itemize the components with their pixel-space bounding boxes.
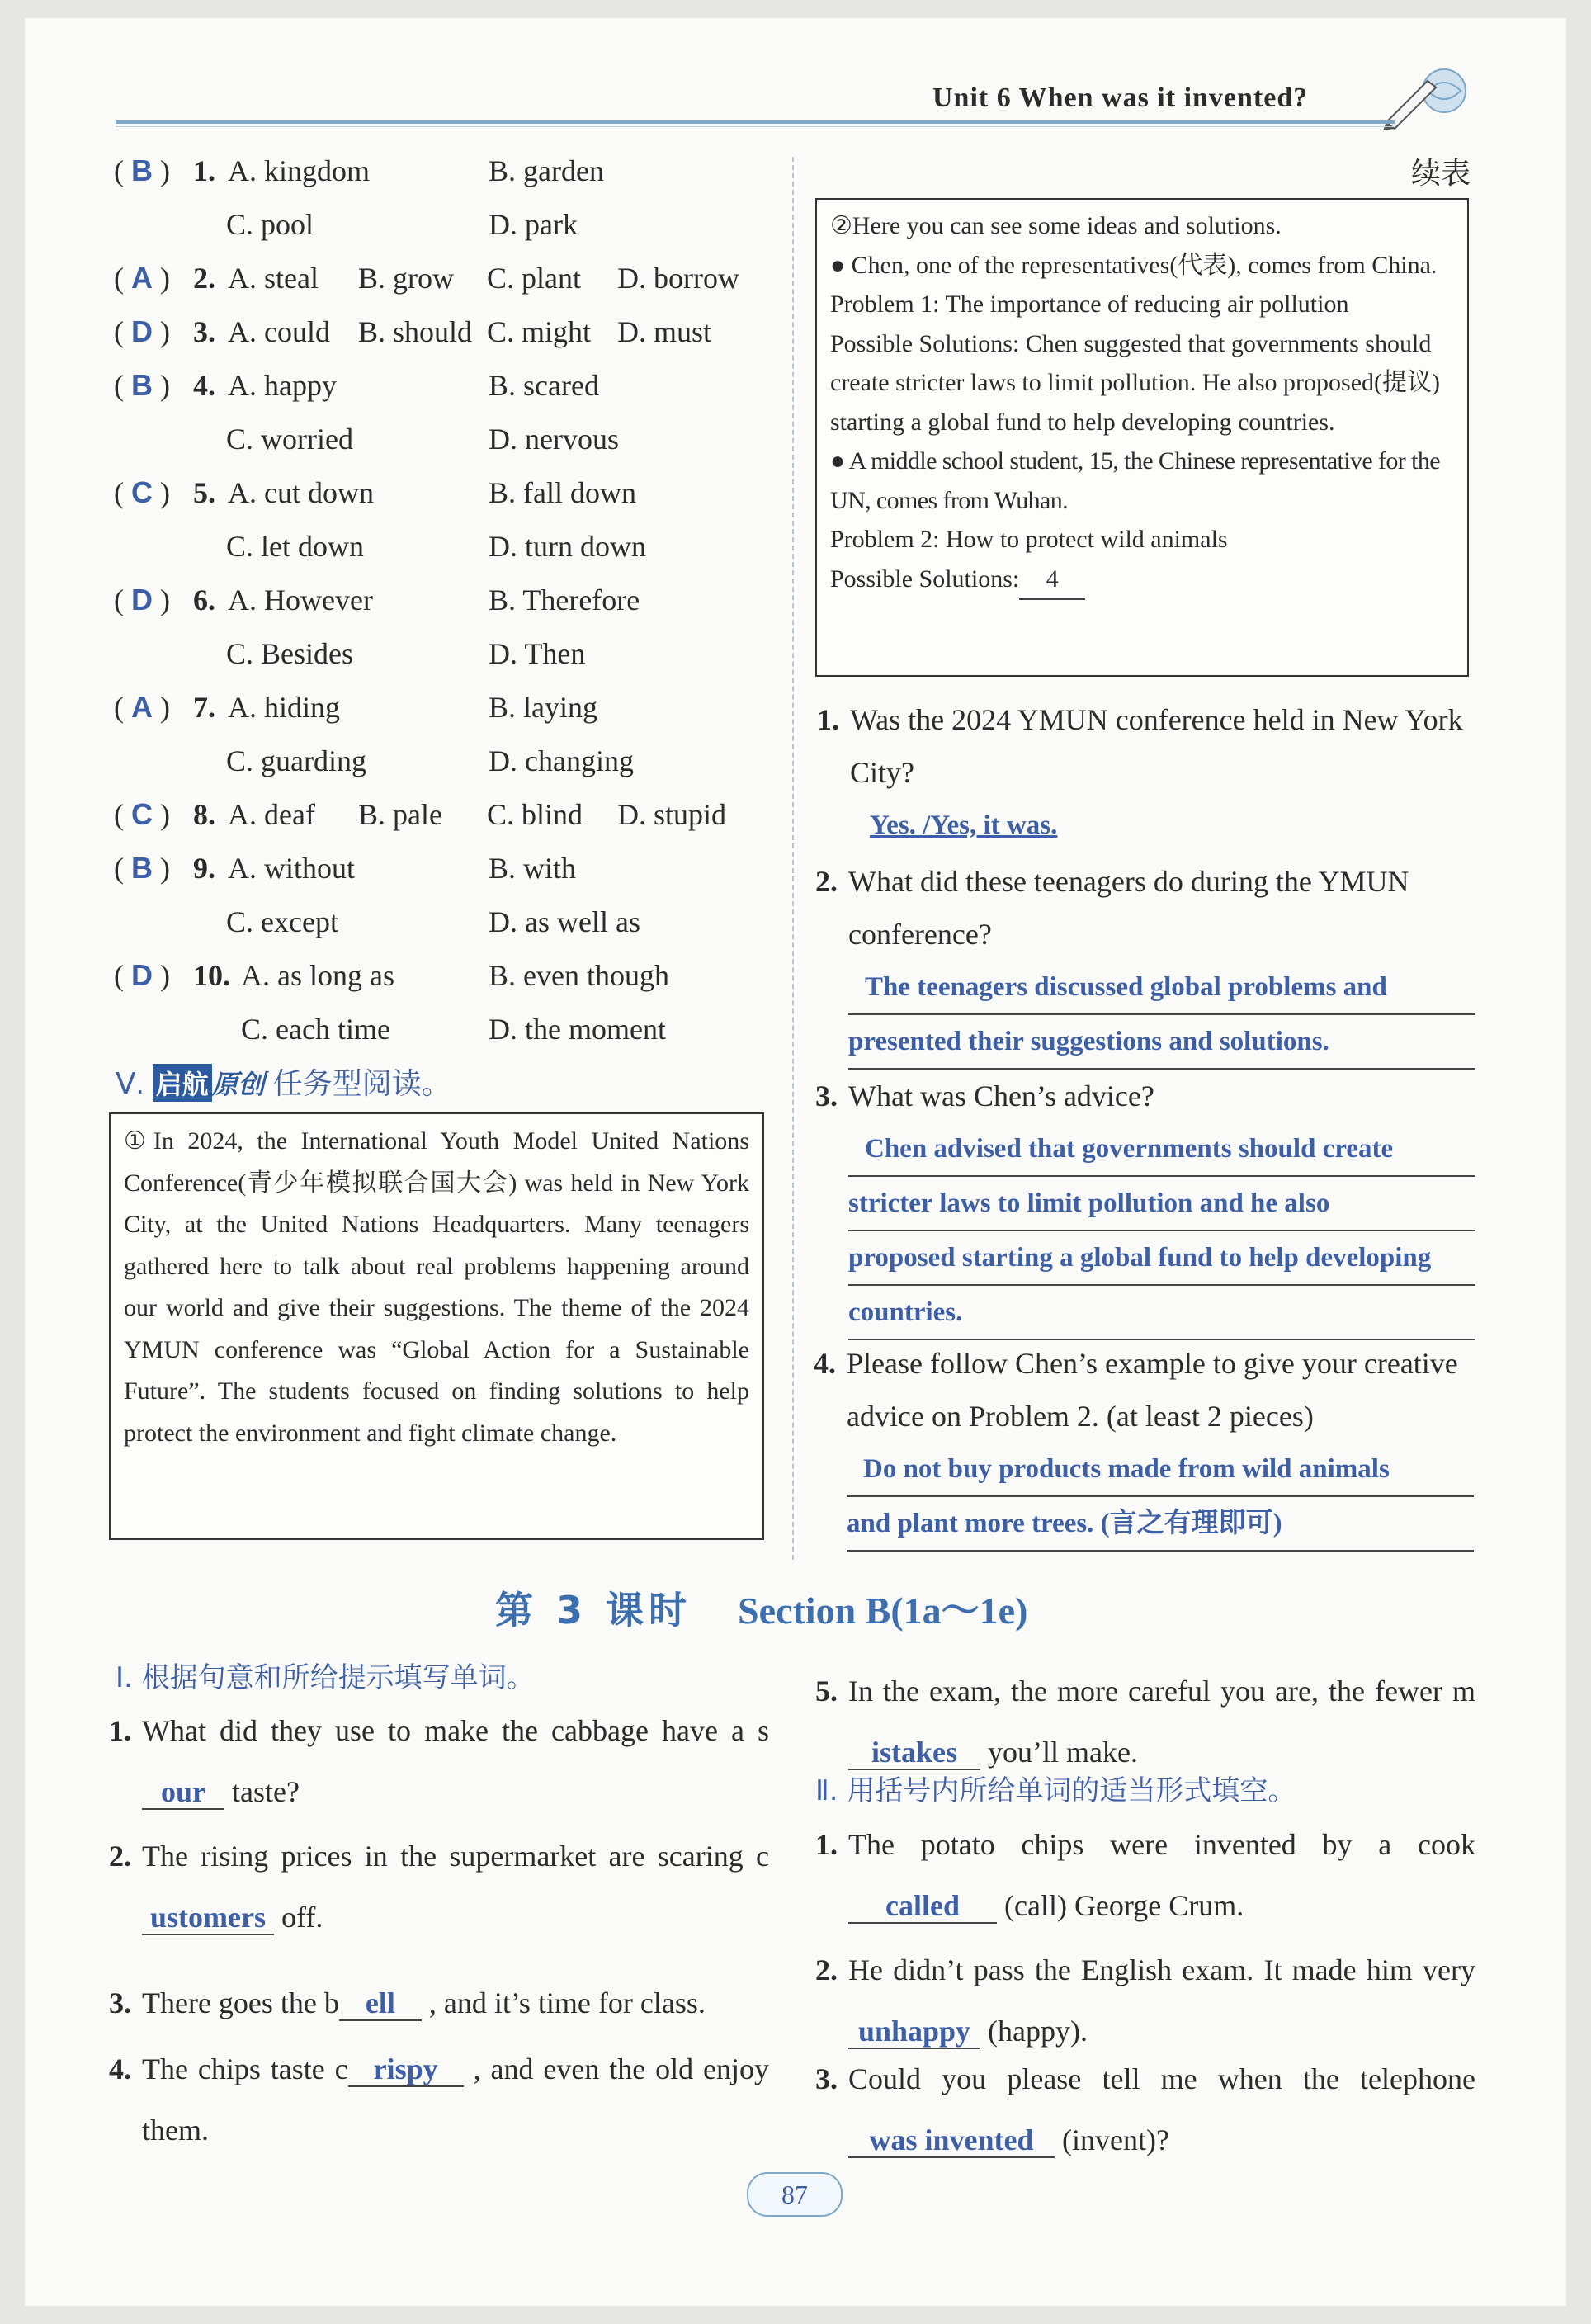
question-number: 10. bbox=[193, 959, 230, 992]
option-c[interactable]: C. pool bbox=[226, 208, 314, 241]
question-number: 8. bbox=[193, 798, 215, 831]
passage-2-problem-2: Problem 2: How to protect wild animals bbox=[830, 526, 1228, 553]
option-b[interactable]: B. pale bbox=[358, 798, 442, 831]
blank-4[interactable]: 4 bbox=[1019, 560, 1085, 601]
question-number: 2. bbox=[193, 262, 215, 295]
option-d[interactable]: D. nervous bbox=[489, 423, 619, 456]
answer-blank[interactable]: called bbox=[848, 1889, 997, 1924]
item-number: 1. bbox=[815, 1828, 838, 1861]
question-number: 3. bbox=[193, 315, 215, 348]
answer-paren: ( B ) bbox=[114, 368, 170, 402]
option-a[interactable]: A. could bbox=[228, 315, 330, 348]
answer-paren: ( D ) bbox=[114, 583, 170, 616]
item-number: 2. bbox=[815, 1953, 838, 1986]
sec2-item-2 bbox=[815, 1939, 1475, 2062]
question-text bbox=[815, 855, 1475, 961]
sec2-item-3 bbox=[815, 2048, 1475, 2170]
sec1-item-4 bbox=[109, 2038, 769, 2161]
option-a[interactable]: A. cut down bbox=[228, 476, 374, 509]
answer-line[interactable]: countries. bbox=[848, 1286, 1475, 1340]
answer-lines bbox=[850, 799, 1477, 852]
sec1-item-3 bbox=[109, 1972, 769, 2034]
answer-line[interactable]: Chen advised that governments should create bbox=[848, 1122, 1475, 1177]
section-2-heading: Ⅱ. 用括号内所给单词的适当形式填空。 bbox=[815, 1774, 1296, 1807]
passage-2-problem-1: Problem 1: The importance of reducing air pollution bbox=[830, 290, 1349, 318]
answer-letter[interactable]: B bbox=[131, 851, 153, 885]
answer-paren: ( C ) bbox=[114, 475, 170, 509]
question-4 bbox=[814, 1337, 1474, 1552]
answer-paren: ( C ) bbox=[114, 797, 170, 831]
item-number: 5. bbox=[815, 1675, 838, 1708]
answer-blank[interactable]: ell bbox=[339, 1986, 422, 2021]
answer-letter[interactable]: B bbox=[131, 368, 153, 402]
lesson-title bbox=[495, 1580, 1027, 1635]
passage-2-solutions-1: Possible Solutions: Chen suggested that governments should create stricter laws to limit pollution. He also proposed(提议) starting a global fund to help developing countries. bbox=[830, 329, 1440, 436]
option-b[interactable]: B. garden bbox=[489, 154, 604, 187]
option-c[interactable]: C. worried bbox=[226, 423, 353, 456]
item-text-after: (happy). bbox=[988, 2015, 1088, 2048]
answer-paren: ( D ) bbox=[114, 314, 170, 348]
section-5-roman: Ⅴ. bbox=[116, 1066, 144, 1100]
item-number: 3. bbox=[109, 1986, 131, 2019]
item-text-after: you’ll make. bbox=[988, 1736, 1138, 1769]
passage-2-box bbox=[815, 198, 1469, 677]
unit-title: Unit 6 When was it invented? bbox=[932, 83, 1309, 113]
question-number: 5. bbox=[193, 476, 215, 509]
item-text-after: taste? bbox=[232, 1775, 300, 1808]
option-d[interactable]: D. stupid bbox=[617, 798, 727, 831]
question-3 bbox=[815, 1070, 1475, 1340]
section-5-heading bbox=[116, 1060, 451, 1103]
answer-line[interactable]: Do not buy products made from wild animals bbox=[847, 1443, 1474, 1497]
passage-2-solutions-2: Possible Solutions: bbox=[830, 564, 1020, 593]
question-number: 2. bbox=[815, 865, 838, 898]
lesson-section: Section B(1a～1e) bbox=[738, 1589, 1028, 1632]
answer-blank[interactable]: istakes bbox=[848, 1736, 980, 1770]
item-text-before: The rising prices in the supermarket are scaring c bbox=[142, 1840, 769, 1873]
option-b[interactable]: B. grow bbox=[358, 262, 454, 295]
sec1-item-1 bbox=[109, 1700, 769, 1822]
question-2 bbox=[815, 855, 1475, 1070]
answer-line[interactable]: and plant more trees. (言之有理即可) bbox=[847, 1497, 1474, 1552]
sec1-item-2 bbox=[109, 1826, 769, 1948]
option-a[interactable]: A. deaf bbox=[228, 798, 315, 831]
option-c[interactable]: C. Besides bbox=[226, 637, 354, 670]
option-a[interactable]: A. steal bbox=[228, 262, 319, 295]
option-b[interactable]: B. even though bbox=[489, 959, 669, 992]
option-a[interactable]: A. happy bbox=[228, 369, 337, 402]
item-text-before: Could you please tell me when the telephone bbox=[848, 2062, 1475, 2095]
header-rule-thin bbox=[116, 126, 1395, 127]
question-1 bbox=[817, 693, 1477, 852]
answer-line[interactable]: Yes. /Yes, it was. bbox=[870, 810, 1058, 840]
answer-letter[interactable]: C bbox=[131, 797, 153, 831]
passage-2-intro: ②Here you can see some ideas and solutions. bbox=[830, 212, 1282, 239]
answer-lines bbox=[848, 961, 1475, 1070]
question-text bbox=[814, 1337, 1474, 1443]
column-divider bbox=[792, 157, 794, 1560]
answer-blank[interactable]: unhappy bbox=[848, 2015, 980, 2049]
item-text-after: (call) George Crum. bbox=[1004, 1889, 1244, 1922]
option-c[interactable]: C. plant bbox=[487, 262, 581, 295]
passage-2-student: ● A middle school student, 15, the Chinese representative for the UN, comes from Wuhan. bbox=[830, 447, 1440, 514]
option-b[interactable]: B. with bbox=[489, 852, 577, 885]
option-d[interactable]: D. borrow bbox=[617, 262, 739, 295]
answer-paren: ( B ) bbox=[114, 851, 170, 885]
question-number: 4. bbox=[193, 369, 215, 402]
option-d[interactable]: D. turn down bbox=[489, 530, 646, 563]
option-c[interactable]: C. let down bbox=[226, 530, 364, 563]
answer-blank[interactable]: ustomers bbox=[142, 1901, 274, 1935]
option-d[interactable]: D. as well as bbox=[489, 905, 640, 938]
question-number: 3. bbox=[815, 1079, 838, 1112]
passage-1-box bbox=[109, 1112, 764, 1540]
section-1-heading: Ⅰ. 根据句意和所给提示填写单词。 bbox=[116, 1661, 535, 1694]
answer-line[interactable]: The teenagers discussed global problems and bbox=[848, 961, 1475, 1015]
option-b[interactable]: B. Therefore bbox=[489, 583, 640, 616]
item-number: 2. bbox=[109, 1840, 131, 1873]
answer-letter[interactable]: D bbox=[131, 958, 153, 992]
option-a[interactable]: A. hiding bbox=[228, 691, 341, 724]
option-c[interactable]: C. each time bbox=[241, 1013, 390, 1046]
passage-1-text: ①In 2024, the International Youth Model United Nations Conference(青少年模拟联合国大会) was held in New York City, at the United Nations Headquarters. Many teenagers gathered here to talk about real problems happening around our world and give their suggestions. The theme of the 2024 YMUN conference was “Global Action for a Sustainable Future”. The students focused on finding solutions to help protect the environment and fight climate change. bbox=[124, 1127, 749, 1447]
item-text-after: off. bbox=[281, 1901, 323, 1934]
sec2-item-1 bbox=[815, 1814, 1475, 1936]
continued-label: 续表 bbox=[1411, 157, 1471, 191]
item-number: 1. bbox=[109, 1714, 131, 1747]
item-text-before: What did they use to make the cabbage have a s bbox=[142, 1714, 769, 1747]
answer-line[interactable]: presented their suggestions and solutions. bbox=[848, 1015, 1475, 1070]
option-c[interactable]: C. guarding bbox=[226, 744, 366, 777]
answer-line[interactable]: stricter laws to limit pollution and he also bbox=[848, 1177, 1475, 1231]
item-text-before: He didn’t pass the English exam. It made him very bbox=[848, 1953, 1475, 1986]
answer-blank[interactable]: rispy bbox=[348, 2052, 464, 2087]
passage-2-chen: ● Chen, one of the representatives(代表), comes from China. bbox=[830, 251, 1438, 279]
sec1-item-5 bbox=[815, 1660, 1475, 1783]
answer-lines bbox=[848, 1122, 1475, 1340]
answer-letter[interactable]: A bbox=[131, 261, 153, 295]
question-prompt: What was Chen’s advice? bbox=[848, 1079, 1154, 1112]
option-d[interactable]: D. park bbox=[489, 208, 578, 241]
answer-letter[interactable]: B bbox=[131, 154, 153, 187]
header-rule bbox=[116, 120, 1395, 124]
answer-paren: ( B ) bbox=[114, 154, 170, 187]
answer-paren: ( D ) bbox=[114, 958, 170, 992]
option-b[interactable]: B. fall down bbox=[489, 476, 636, 509]
option-c[interactable]: C. blind bbox=[487, 798, 583, 831]
option-b[interactable]: B. laying bbox=[489, 691, 597, 724]
badge-yuanchuang: 原创 bbox=[211, 1070, 265, 1099]
badge-qihang: 启航 bbox=[153, 1064, 212, 1102]
option-d[interactable]: D. the moment bbox=[489, 1013, 666, 1046]
question-number: 1. bbox=[193, 154, 215, 187]
option-d[interactable]: D. changing bbox=[489, 744, 634, 777]
item-number: 3. bbox=[815, 2062, 838, 2095]
option-a[interactable]: A. kingdom bbox=[228, 154, 371, 187]
item-text-before: The potato chips were invented by a cook bbox=[848, 1828, 1475, 1861]
item-text-after: (invent)? bbox=[1062, 2123, 1169, 2156]
question-text bbox=[817, 693, 1477, 799]
answer-paren: ( A ) bbox=[114, 690, 170, 724]
answer-letter[interactable]: C bbox=[131, 475, 153, 509]
answer-letter[interactable]: D bbox=[131, 314, 153, 348]
question-number: 1. bbox=[817, 703, 839, 736]
option-a[interactable]: A. without bbox=[228, 852, 356, 885]
item-text-before: The chips taste c bbox=[142, 2052, 348, 2085]
option-c[interactable]: C. except bbox=[226, 905, 338, 938]
option-d[interactable]: D. Then bbox=[489, 637, 586, 670]
answer-letter[interactable]: A bbox=[131, 690, 153, 724]
question-text bbox=[815, 1070, 1475, 1122]
question-number: 6. bbox=[193, 583, 215, 616]
answer-line[interactable]: proposed starting a global fund to help developing bbox=[848, 1231, 1475, 1286]
page-number: 87 bbox=[747, 2172, 843, 2217]
answer-blank[interactable]: our bbox=[142, 1775, 224, 1810]
item-text-before: In the exam, the more careful you are, the fewer m bbox=[848, 1675, 1475, 1708]
question-prompt: What did these teenagers do during the YMUN conference? bbox=[848, 865, 1409, 951]
option-c[interactable]: C. might bbox=[487, 315, 592, 348]
section-5-title: 任务型阅读。 bbox=[272, 1066, 451, 1100]
item-text-before: There goes the b bbox=[142, 1986, 339, 2019]
question-number: 9. bbox=[193, 852, 215, 885]
lesson-number: 第 3 课时 bbox=[495, 1588, 692, 1632]
answer-paren: ( A ) bbox=[114, 261, 170, 295]
item-text-after: , and it’s time for class. bbox=[428, 1986, 706, 2019]
answer-letter[interactable]: D bbox=[131, 583, 153, 616]
item-number: 4. bbox=[109, 2052, 131, 2085]
option-b[interactable]: B. scared bbox=[489, 369, 599, 402]
item-text-after: , and even the old enjoy them. bbox=[142, 2052, 770, 2147]
question-prompt: Please follow Chen’s example to give your creative advice on Problem 2. (at least 2 pieces) bbox=[847, 1347, 1458, 1433]
question-number: 4. bbox=[814, 1347, 836, 1380]
answer-blank[interactable]: was invented bbox=[848, 2123, 1055, 2158]
option-d[interactable]: D. must bbox=[617, 315, 712, 348]
question-number: 7. bbox=[193, 691, 215, 724]
option-a[interactable]: A. However bbox=[228, 583, 373, 616]
option-a[interactable]: A. as long as bbox=[241, 959, 394, 992]
question-prompt: Was the 2024 YMUN conference held in New York City? bbox=[850, 703, 1463, 789]
answer-lines bbox=[847, 1443, 1474, 1552]
option-b[interactable]: B. should bbox=[358, 315, 473, 348]
